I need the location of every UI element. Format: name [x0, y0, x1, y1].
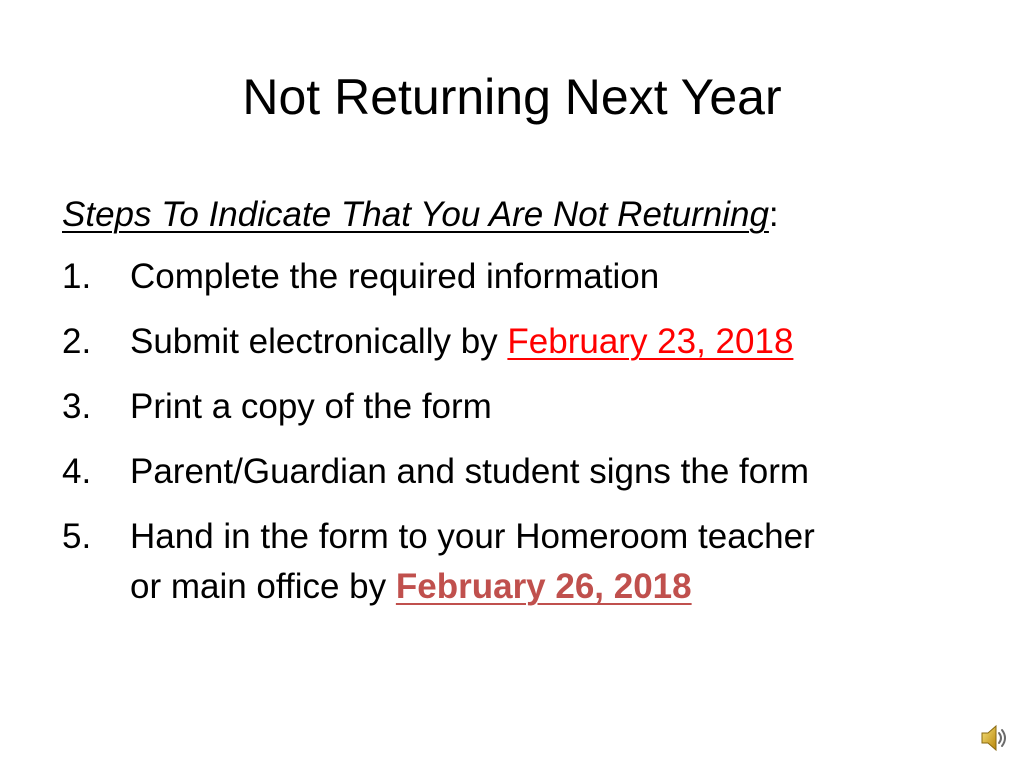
- step-number: 1.: [62, 257, 92, 296]
- step-text: Complete the required information: [130, 257, 660, 296]
- step-number: 3.: [62, 387, 92, 426]
- steps-heading: [62, 190, 779, 240]
- step-text-line2: or main office by: [130, 567, 396, 606]
- step-item: [62, 382, 1002, 432]
- step-item: [62, 317, 1002, 367]
- speaker-icon-graphic: [976, 720, 1012, 756]
- step-number: 4.: [62, 452, 92, 491]
- step-text-line1: Hand in the form to your Homeroom teacher: [130, 517, 815, 556]
- step-text: Parent/Guardian and student signs the form: [130, 452, 810, 491]
- steps-heading-colon: :: [768, 195, 779, 234]
- step-number: 5.: [62, 517, 92, 556]
- steps-list: [62, 252, 1002, 627]
- steps-heading-text: Steps To Indicate That You Are Not Returning: [62, 195, 769, 234]
- step-text: Submit electronically by: [130, 322, 508, 361]
- hand-in-deadline-date: February 26, 2018: [395, 567, 692, 606]
- step-item: [62, 252, 1002, 302]
- step-item: [62, 447, 1002, 497]
- step-number: 2.: [62, 322, 92, 361]
- speaker-icon[interactable]: [976, 720, 1012, 756]
- step-item: [62, 512, 1002, 612]
- slide-title: Not Returning Next Year: [242, 69, 782, 125]
- submit-deadline-date: February 23, 2018: [507, 322, 794, 361]
- step-text: Print a copy of the form: [130, 387, 492, 426]
